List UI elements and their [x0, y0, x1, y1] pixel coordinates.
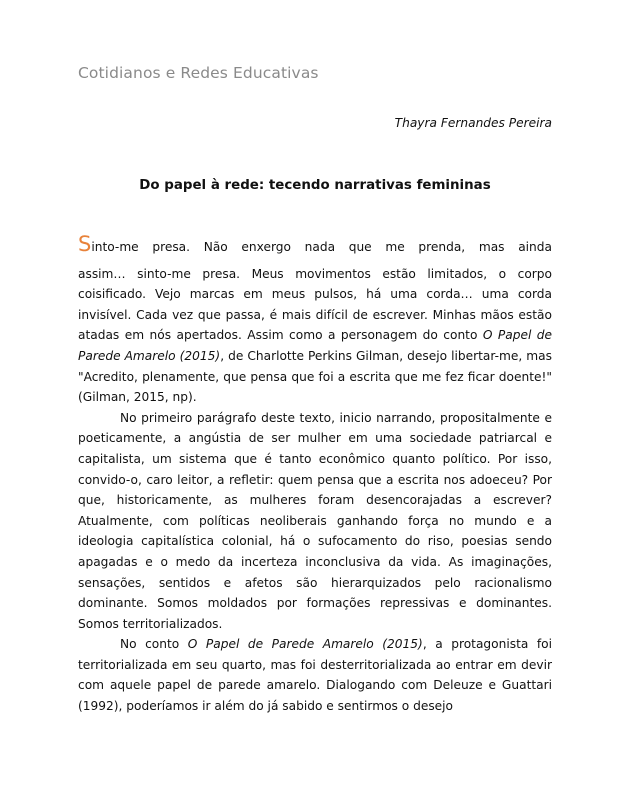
work-title-italic-2: O Papel de Parede Amarelo (2015): [187, 637, 423, 652]
paragraph-1-text: assim… sinto-me presa. Meus movimentos estão limitados, o corpo coisificado. Vejo marcas em meus pulsos, há uma corda… uma corda invisível. Cada vez que passa, é mais difícil de escrever. Minhas mãos estão atadas em nós apertados. Assim como a personagem do conto: [78, 266, 552, 343]
paragraph-3-text-end: , a protagonista foi territorializada em seu quarto, mas foi desterritorializada ao entrar em devir com aquele papel de parede amarelo. Dialogando com Deleuze e Guattari (1992), poderíamos ir além do já sabido e sentirmos o desejo: [78, 637, 552, 714]
paragraph-2: No primeiro parágrafo deste texto, inicio narrando, propositalmente e poeticamente, a angústia de ser mulher em uma sociedade patriarcal e capitalista, um sistema que é tanto econômico quanto político. Por isso, convido-o, caro leitor, a refletir: quem pensa que a escrita nos adoeceu? Por que, historicamente, as mulheres foram desencorajadas a escrever? Atualmente, com políticas neoliberais ganhando força no mundo e a ideologia capitalística colonial, há o sufocamento do riso, poesias sendo apagadas e o medo da incerteza inconclusiva da vida. As imaginações, sensações, sentidos e afetos são hierarquizados pelo racionalismo dominante. Somos moldados por formações repressivas e dominantes. Somos territorializados.: [78, 410, 552, 631]
paragraph-3-text: No conto: [120, 637, 188, 652]
drop-cap: S: [78, 232, 92, 256]
article-body: [78, 230, 552, 717]
paragraph-1: [78, 230, 552, 408]
work-title-italic: O Papel de Parede Amarelo (2015): [78, 328, 553, 363]
paragraph-1-text-end: , de Charlotte Perkins Gilman, desejo libertar-me, mas "Acredito, plenamente, que pensa que foi a escrita que me fez ficar doente!" (Gilman, 2015, np).: [78, 348, 552, 405]
article-title: Do papel à rede: tecendo narrativas femininas: [139, 178, 491, 193]
paragraph-3: [78, 634, 552, 716]
paragraph-1-first-line: [78, 230, 552, 264]
author-name: Thayra Fernandes Pereira: [394, 116, 552, 130]
running-header: Cotidianos e Redes Educativas: [78, 64, 319, 82]
paragraph-1-lead-text: into-me presa. Não enxergo nada que me prenda, mas ainda: [91, 240, 552, 254]
